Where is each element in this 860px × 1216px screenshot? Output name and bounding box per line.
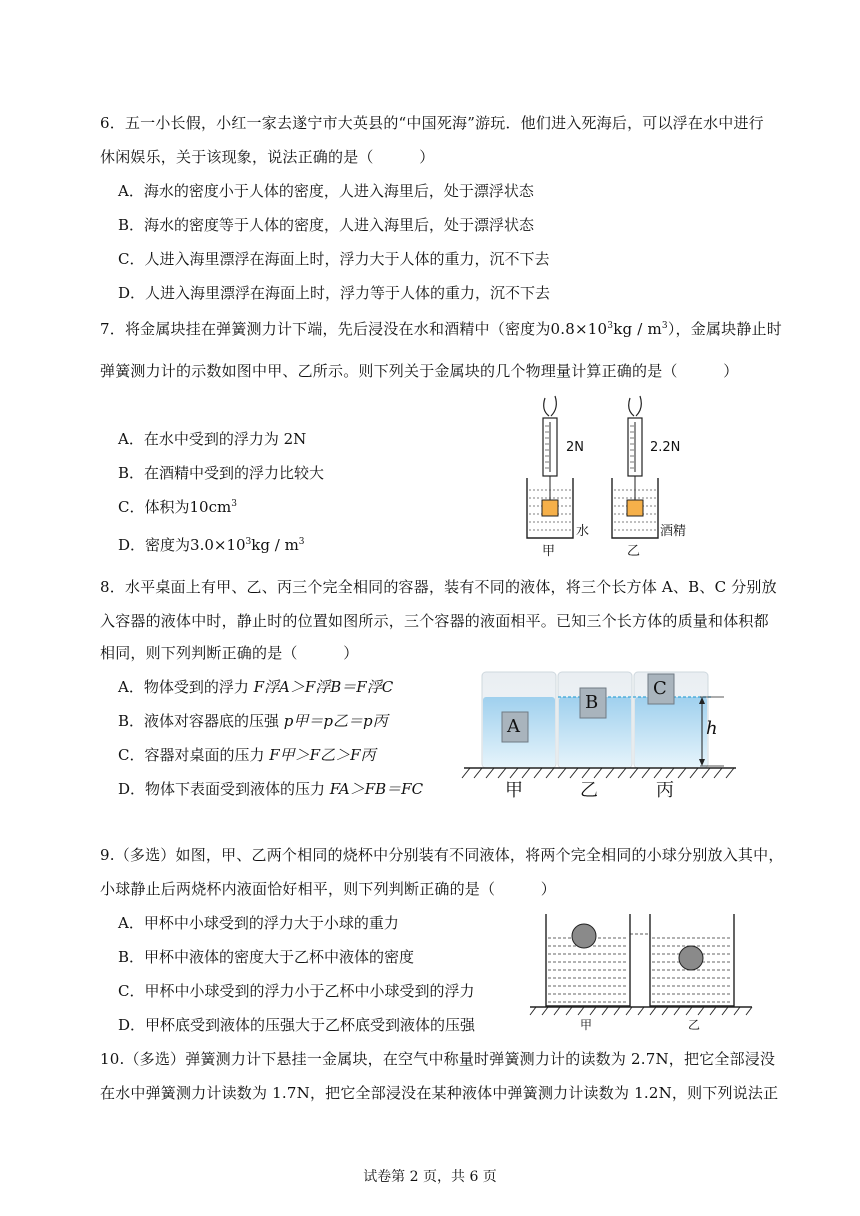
q9-right-ball: [679, 946, 703, 970]
q8-stem-line2: 入容器的液体中时，静止时的位置如图所示，三个容器的液面相平。已知三个长方体的质量和体积都: [100, 612, 769, 630]
q10-stem-line1: 10.（多选）弹簧测力计下悬挂一金属块，在空气中称量时弹簧测力计的读数为 2.7N，把它全部浸没: [100, 1050, 776, 1068]
q7-option-d-unit: kg / m: [251, 536, 299, 554]
q8-option-c-text: C．容器对桌面的压力: [118, 746, 270, 764]
q6-option-b: B．海水的密度等于人体的密度，人进入海里后，处于漂浮状态: [118, 216, 535, 234]
q8-option-c: [118, 744, 375, 765]
q6-option-d: D．人进入海里漂浮在海面上时，浮力等于人体的重力，沉不下去: [118, 284, 551, 302]
q7-density-value: 0.8×10: [550, 320, 608, 338]
q7-option-d-value: 3.0×10: [190, 536, 246, 554]
q9-label-yi: 乙: [688, 1018, 701, 1032]
q7-stem-text-end: ），金属块静止时: [667, 320, 782, 338]
q7-option-d-text: D．密度为: [118, 536, 191, 554]
height-label: h: [706, 718, 718, 739]
block-a-label: A: [507, 716, 520, 737]
q7-option-b: B．在酒精中受到的浮力比较大: [118, 464, 325, 482]
q9-option-d: D．甲杯底受到液体的压强大于乙杯底受到液体的压强: [118, 1016, 476, 1034]
q6-option-c: C．人进入海里漂浮在海面上时，浮力大于人体的重力，沉不下去: [118, 250, 550, 268]
q9-stem-line2: 小球静止后两烧杯内液面恰好相平，则下列判断正确的是（ ）: [100, 880, 557, 898]
q7-density-exponent: 3: [607, 321, 614, 331]
q9-label-jia: 甲: [580, 1018, 593, 1032]
q7-label-yi: 乙: [627, 544, 641, 559]
q9-option-b: B．甲杯中液体的密度大于乙杯中液体的密度: [118, 948, 415, 966]
q8-option-a: [118, 676, 393, 697]
q7-alcohol-label: 酒精: [660, 524, 687, 539]
q7-label-jia: 甲: [542, 544, 556, 559]
q6-option-a: A．海水的密度小于人体的密度，人进入海里后，处于漂浮状态: [118, 182, 534, 200]
q7-option-c-exponent: 3: [231, 499, 237, 509]
q6-stem-line2: 休闲娱乐，关于该现象，说法正确的是（ ）: [100, 148, 435, 166]
q9-option-c: C．甲杯中小球受到的浮力小于乙杯中小球受到的浮力: [118, 982, 475, 1000]
q7-option-c-text: C．体积为: [118, 498, 190, 516]
q7-left-reading: 2N: [566, 440, 584, 455]
q9-stem-line1: 9.（多选）如图，甲、乙两个相同的烧杯中分别装有不同液体，将两个完全相同的小球分别放入其中，: [100, 846, 784, 864]
q8-stem-line1: 8．水平桌面上有甲、乙、丙三个完全相同的容器，装有不同的液体，将三个长方体 A、B、C 分别放: [100, 578, 777, 596]
q8-label-yi: 乙: [580, 780, 598, 801]
left-metal-block: [542, 500, 558, 516]
q8-option-c-formula: F甲＞F乙＞F丙: [269, 746, 376, 764]
q7-stem-line1: [100, 318, 782, 339]
block-b-label: B: [585, 692, 599, 713]
q7-option-d-exponent: 3: [245, 537, 252, 547]
q6-stem-line1: 6．五一小长假，小红一家去遂宁市大英县的“中国死海”游玩．他们进入死海后，可以浮在水中进行: [100, 114, 764, 132]
q8-stem-line3: 相同，则下列判断正确的是（ ）: [100, 644, 359, 662]
q8-label-jia: 甲: [505, 780, 523, 801]
q7-density-unit: kg / m: [613, 320, 662, 338]
q7-right-reading: 2.2N: [650, 440, 681, 455]
q8-containers-figure: [460, 668, 740, 780]
page-footer: 试卷第 2 页，共 6 页: [363, 1169, 497, 1185]
block-c-label: C: [653, 678, 667, 699]
q8-option-d-text: D．物体下表面受到液体的压力: [118, 780, 330, 798]
q8-label-bing: 丙: [656, 780, 674, 801]
q9-left-ball: [572, 924, 596, 948]
q9-option-a: A．甲杯中小球受到的浮力大于小球的重力: [118, 914, 399, 932]
q7-stem-text: 7．将金属块挂在弹簧测力计下端，先后浸没在水和酒精中（密度为: [100, 320, 551, 338]
q7-option-a: A．在水中受到的浮力为 2N: [118, 430, 307, 448]
q8-option-b-formula: p甲＝p乙＝p丙: [283, 712, 388, 730]
q8-option-b: [118, 710, 388, 731]
q7-stem-line2: 弹簧测力计的示数如图中甲、乙所示。则下列关于金属块的几个物理量计算正确的是（ ）: [100, 362, 739, 380]
q8-option-d-formula: FA＞FB＝FC: [329, 780, 424, 798]
q7-option-d: [118, 534, 305, 555]
q8-option-a-formula: F浮A＞F浮B＝F浮C: [253, 678, 394, 696]
q7-spring-scale-figure: [515, 390, 725, 560]
q7-water-label: 水: [576, 524, 590, 539]
q7-option-d-unit-exponent: 3: [298, 537, 305, 547]
q8-option-a-text: A．物体受到的浮力: [118, 678, 254, 696]
q7-density-unit-exponent: 3: [661, 321, 668, 331]
q10-stem-line2: 在水中弹簧测力计读数为 1.7N，把它全部浸没在某种液体中弹簧测力计读数为 1.2N，则下列说法正: [100, 1084, 779, 1102]
q8-option-b-text: B．液体对容器底的压强: [118, 712, 284, 730]
q8-option-d: [118, 778, 423, 799]
q7-option-c-value: 10cm: [189, 498, 232, 516]
q9-beakers-figure: [526, 910, 756, 1020]
right-metal-block: [627, 500, 643, 516]
q7-option-c: [118, 496, 237, 517]
